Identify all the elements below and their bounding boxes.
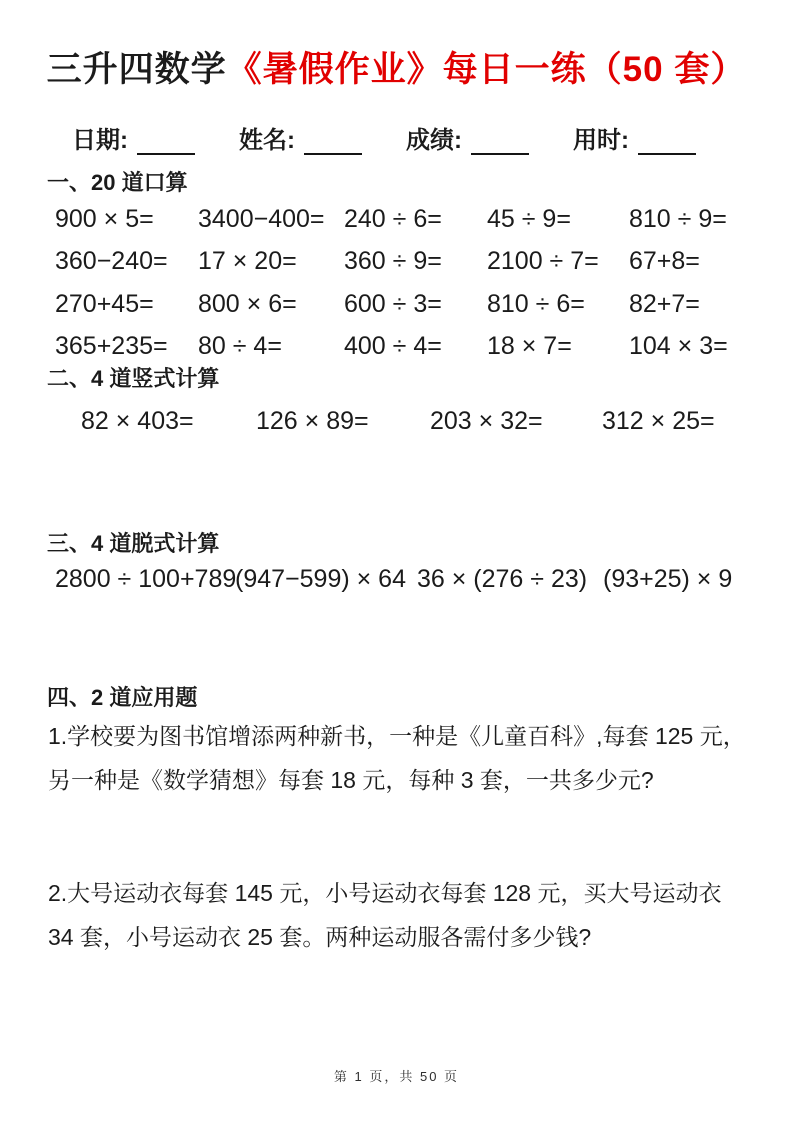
oral-problem: 400 ÷ 4=: [344, 332, 442, 361]
word-problem-1-line-2: 另一种是《数学猜想》每套 18 元，每种 3 套，一共多少元?: [48, 767, 654, 793]
step-calc-problem: 2800 ÷ 100+789: [55, 565, 237, 593]
step-calc-problem: (947−599) × 64: [235, 565, 406, 593]
oral-problem: 360 ÷ 9=: [344, 247, 442, 276]
oral-problem: 240 ÷ 6=: [344, 204, 442, 233]
section-heading-vertical-calc: 二、4 道竖式计算: [47, 366, 220, 391]
vertical-calc-problem: 203 × 32=: [430, 407, 543, 435]
oral-problem: 360−240=: [55, 247, 168, 276]
oral-problems-grid: [55, 198, 760, 368]
section-heading-step-calc: 三、4 道脱式计算: [47, 531, 220, 556]
student-info-row: [72, 120, 696, 155]
vertical-calc-problems-row: [81, 407, 715, 436]
step-calc-problems-row: [55, 565, 732, 594]
page-title-red-part: 《暑假作业》每日一练（50 套）: [226, 50, 747, 89]
vertical-calc-problem: 82 × 403=: [81, 407, 194, 435]
oral-problem: 18 × 7=: [487, 332, 572, 361]
score-label: 成绩:: [406, 127, 462, 154]
oral-problem: 365+235=: [55, 332, 168, 361]
score-field: [406, 120, 529, 155]
page-number-indicator: 第 1 页，共 50 页: [333, 1069, 460, 1084]
time-label: 用时:: [573, 127, 629, 154]
time-field: [573, 120, 696, 155]
oral-problem: 17 × 20=: [198, 247, 297, 276]
score-blank: [471, 127, 529, 155]
vertical-calc-problem: 312 × 25=: [602, 407, 715, 435]
word-problem-2-line-1: 2.大号运动衣每套 145 元，小号运动衣每套 128 元，买大号运动衣: [48, 880, 722, 906]
page-title-black-part: 三升四数学: [46, 50, 227, 89]
name-label: 姓名:: [239, 127, 295, 154]
oral-problem: 900 × 5=: [55, 204, 154, 233]
name-field: [239, 120, 362, 155]
date-label: 日期:: [72, 127, 128, 154]
oral-problem: 82+7=: [629, 289, 700, 318]
section-heading-oral: 一、20 道口算: [47, 170, 188, 195]
oral-problem: 45 ÷ 9=: [487, 204, 571, 233]
section-heading-word-problems: 四、2 道应用题: [47, 685, 198, 710]
oral-problem: 80 ÷ 4=: [198, 332, 282, 361]
word-problem-1: [48, 714, 758, 802]
date-blank: [137, 127, 195, 155]
word-problem-2-line-2: 34 套，小号运动衣 25 套。两种运动服各需付多少钱?: [48, 924, 592, 950]
vertical-calc-problem: 126 × 89=: [256, 407, 369, 435]
oral-problem: 3400−400=: [198, 204, 325, 233]
oral-problem: 2100 ÷ 7=: [487, 247, 599, 276]
oral-problem: 810 ÷ 9=: [629, 204, 727, 233]
word-problem-1-line-1: 1.学校要为图书馆增添两种新书，一种是《儿童百科》,每套 125 元，: [48, 723, 746, 749]
step-calc-problem: (93+25) × 9: [603, 565, 733, 593]
oral-problem: 810 ÷ 6=: [487, 289, 585, 318]
word-problem-2: [48, 871, 758, 959]
oral-problem: 104 × 3=: [629, 332, 728, 361]
date-field: [72, 120, 195, 155]
time-blank: [638, 127, 696, 155]
page-title: [0, 42, 793, 92]
oral-problem: 67+8=: [629, 247, 700, 276]
oral-problem: 800 × 6=: [198, 289, 297, 318]
oral-problem: 600 ÷ 3=: [344, 289, 442, 318]
oral-problem: 270+45=: [55, 289, 154, 318]
step-calc-problem: 36 × (276 ÷ 23): [417, 565, 588, 593]
name-blank: [304, 127, 362, 155]
